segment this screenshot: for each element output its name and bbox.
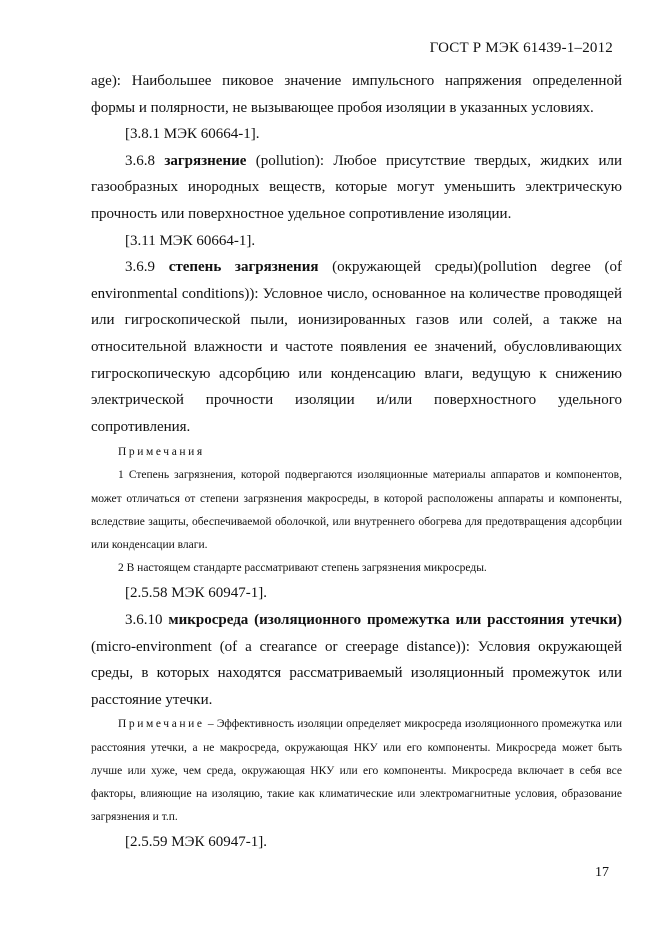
definition-term: степень загрязнения — [168, 259, 319, 276]
note-1: 1 Степень загрязнения, которой подвергаются изоляционные материалы аппаратов и компонентов, может отличаться от степени загрязнения макросреды, в которой расположены аппараты и компоненты, вследствие защиты, обеспечиваемой оболочкой, или внутреннего обогрева для предотвращения адсорбции или конденсации влаги. — [91, 469, 622, 551]
definition-body: (pollution): Любое присутствие твердых, жидких или газообразных инородных веществ, которые могут уменьшить электрическую прочность или поверхностное удельное сопротивление изоляции. — [91, 152, 623, 222]
page-header: ГОСТ Р МЭК 61439-1–2012 — [429, 40, 613, 56]
definition-term: загрязнение — [164, 152, 247, 169]
reference-2: [3.11 МЭК 60664-1]. — [125, 232, 256, 249]
reference-3: [2.5.58 МЭК 60947-1]. — [125, 585, 267, 602]
definition-3-6-8 — [91, 148, 622, 228]
intro-paragraph: age): Наибольшее пиковое значение импульсного напряжения определенной формы и полярности, не вызывающее пробоя изоляции в указанных условиях. — [91, 73, 622, 116]
definition-3-6-10 — [91, 607, 622, 713]
definition-body: (окружающей среды)(pollution degree (of environmental conditions)): Условное число, основанное на количестве проводящей или гигроскопической пыли, ионизированных газов или солей, а также на относительной влажности и частоте появления ее значений, обусловливающих гигроскопическую адсорбцию или конденсацию влаги, ведущую к снижению электрической прочности изоляции и/или поверхностного удельного сопротивления. — [91, 259, 623, 435]
definition-number: 3.6.8 — [125, 152, 155, 169]
note-3-6-10 — [91, 713, 622, 829]
page-number: 17 — [595, 865, 609, 880]
definition-3-6-9 — [91, 254, 622, 440]
definition-number: 3.6.10 — [125, 611, 163, 628]
definition-body: (micro-environment (of a crearance or creepage distance)): Условия окружающей среды, в которых находятся рассматриваемый изоляционный промежуток или расстояние утечки. — [91, 638, 622, 708]
reference-4: [2.5.59 МЭК 60947-1]. — [125, 834, 267, 851]
definition-term: микросреда (изоляционного промежутка или расстояния утечки) — [168, 611, 623, 628]
note-label: Примечание — [118, 718, 205, 731]
note-2: 2 В настоящем стандарте рассматривают степень загрязнения микросреды. — [118, 562, 487, 575]
reference-1: [3.8.1 МЭК 60664-1]. — [125, 126, 260, 143]
notes-heading: Примечания — [118, 446, 205, 459]
note-text: – Эффективность изоляции определяет микросреда изоляционного промежутка или расстояния утечки, а не макросреда, окружающая НКУ или его компоненты. Микросреда может быть лучше или хуже, чем среда, окружающая НКУ или его компоненты. Микросреда включает в себя все факторы, влияющие на изоляцию, такие как климатические или электромагнитные условия, образование загрязнения и т.п. — [91, 718, 622, 824]
definition-number: 3.6.9 — [125, 259, 155, 276]
body-text — [91, 68, 622, 856]
